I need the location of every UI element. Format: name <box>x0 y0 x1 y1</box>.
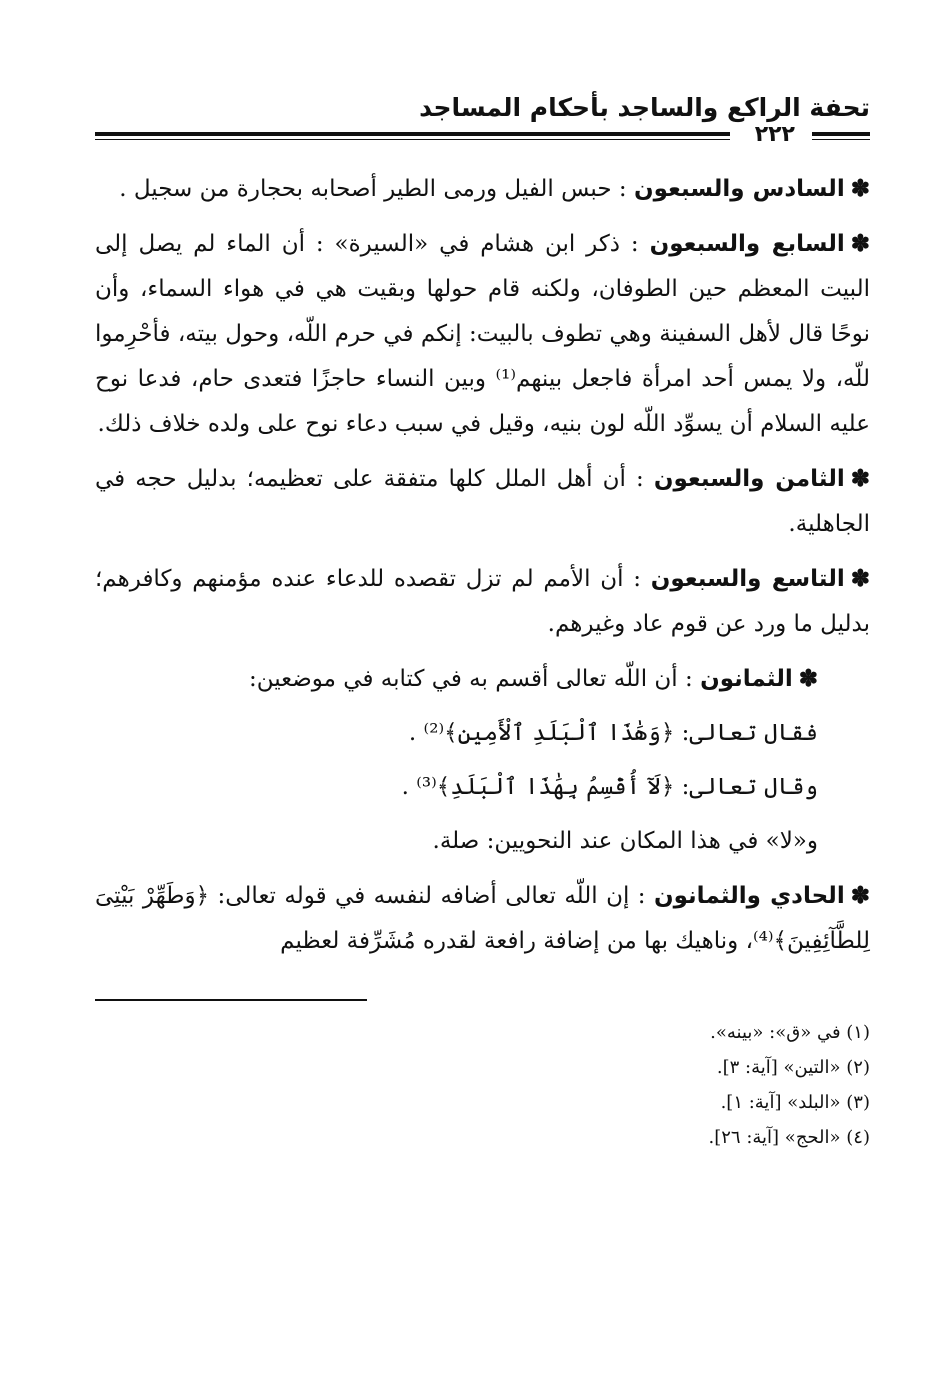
book-page <box>95 88 870 1155</box>
header-rule-long <box>95 132 730 140</box>
paragraph-text: فقال تعالى: ﴿وَهَٰذَا ٱلْبَلَدِ ٱلْأَمِينِ﴾⁽²⁾ . <box>408 720 818 746</box>
paragraph-text: : حبس الفيل ورمى الطير أصحابه بحجارة من سجيل . <box>119 176 627 202</box>
paragraph-text: و«لا» في هذا المكان عند النحويين: صلة. <box>432 828 818 854</box>
paragraph-lead: الثمانون <box>700 666 793 692</box>
footnote-separator <box>95 999 367 1001</box>
quran-citation-1 <box>95 711 870 756</box>
paragraph-text: : أن اللّه تعالى أقسم به في كتابه في موضعين: <box>248 666 693 692</box>
asterisk-icon: ✽ <box>850 230 870 257</box>
asterisk-icon: ✽ <box>850 882 870 909</box>
footnote-2: (٢) «التين» [آية: ٣]. <box>716 1057 870 1078</box>
paragraph-78 <box>95 456 870 547</box>
footnote-4: (٤) «الحج» [آية: ٢٦]. <box>708 1127 870 1148</box>
footnote-3: (٣) «البلد» [آية: ١]. <box>720 1092 870 1113</box>
paragraph-lead: الثامن والسبعون <box>653 466 845 492</box>
footnote-1: (١) في «ق»: «بينه». <box>710 1022 870 1043</box>
paragraph-80 <box>95 656 870 702</box>
asterisk-icon: ✽ <box>850 175 870 202</box>
page-number: ٢٢٢ <box>754 122 795 147</box>
asterisk-icon: ✽ <box>850 565 870 592</box>
footnote-separator-wrap <box>95 973 870 1001</box>
paragraph-81 <box>95 873 870 964</box>
grammar-note <box>95 819 870 864</box>
paragraph-lead: التاسع والسبعون <box>650 566 845 592</box>
paragraph-lead: السابع والسبعون <box>649 231 845 257</box>
paragraph-lead: الحادي والثمانون <box>654 883 845 909</box>
paragraph-79 <box>95 556 870 647</box>
header-rules <box>95 122 870 156</box>
paragraph-text: : إن اللّه تعالى أضافه لنفسه في قوله تعالى: ﴿وَطَهِّرْ بَيْتِىَ لِلطَّآئِفِينَ﴾⁽⁴⁾، وناهيك بها من إضافة رافعة لقدره مُشَرِّفة لعظيم <box>95 883 870 954</box>
paragraph-lead: السادس والسبعون <box>633 176 845 202</box>
paragraph-77 <box>95 221 870 447</box>
header-rule-short <box>812 132 870 140</box>
body-text <box>95 166 870 964</box>
paragraph-text: : ذكر ابن هشام في «السيرة» : أن الماء لم يصل إلى البيت المعظم حين الطوفان، ولكنه قام حولها وبقيت هي في هواء السماء، وأن نوحًا قال لأهل السفينة وهي تطوف بالبيت: إنكم في حرم اللّه، وحول بيته، فأحْرِموا للّه، ولا يمس أحد امرأة فاجعل بينهم⁽¹⁾ وبين النساء حاجزًا فتعدى حام، فدعا نوح عليه السلام أن يسوِّد اللّه لون بنيه، وقيل في سبب دعاء نوح على ولده خلاف ذلك. <box>95 231 870 437</box>
paragraph-text: : أن الأمم لم تزل تقصده للدعاء عنده مؤمنهم وكافرهم؛ بدليل ما ورد عن قوم عاد وغيرهم. <box>95 566 870 637</box>
paragraph-text: : أن أهل الملل كلها متفقة على تعظيمه؛ بدليل حجه في الجاهلية. <box>95 466 870 537</box>
footnotes <box>95 1015 870 1155</box>
paragraph-text: وقال تعالى: ﴿لَآ أُقْسِمُ بِهَٰذَا ٱلْبَلَدِ﴾⁽³⁾ . <box>401 774 818 800</box>
quran-citation-2 <box>95 765 870 810</box>
asterisk-icon: ✽ <box>850 465 870 492</box>
asterisk-icon: ✽ <box>798 665 818 692</box>
running-title: تحفة الراكع والساجد بأحكام المساجد <box>419 93 870 122</box>
paragraph-76 <box>95 166 870 212</box>
